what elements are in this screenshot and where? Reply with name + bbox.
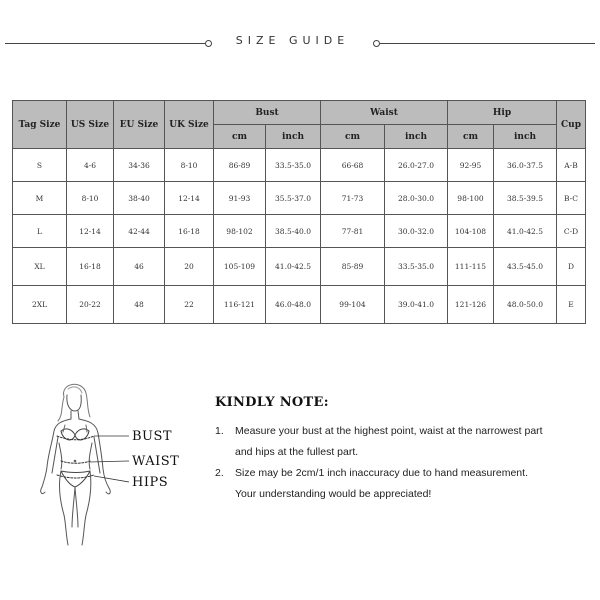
note-item-2-text: Size may be 2cm/1 inch inaccuracy due to hand measurement. bbox=[235, 467, 528, 479]
cell-hip-inch: 43.5-45.0 bbox=[494, 248, 557, 286]
table-row bbox=[13, 286, 586, 324]
cell-tag-size: 2XL bbox=[13, 286, 67, 324]
cell-tag-size: M bbox=[13, 182, 67, 215]
cell-us-size: 20-22 bbox=[67, 286, 114, 324]
cell-tag-size: L bbox=[13, 215, 67, 248]
header-dot-left bbox=[205, 40, 212, 47]
header-waist-cm: cm bbox=[321, 125, 385, 149]
cell-us-size: 12-14 bbox=[67, 215, 114, 248]
cell-waist-cm: 66-68 bbox=[321, 149, 385, 182]
header-us-size: US Size bbox=[67, 101, 114, 149]
hips-pointer-line bbox=[94, 476, 129, 482]
table-row bbox=[13, 182, 586, 215]
cell-waist-cm: 71-73 bbox=[321, 182, 385, 215]
bust-label: BUST bbox=[132, 429, 173, 444]
cell-waist-cm: 85-89 bbox=[321, 248, 385, 286]
note-item-2-number: 2. bbox=[215, 467, 224, 479]
cell-waist-inch: 28.0-30.0 bbox=[385, 182, 448, 215]
cell-cup: C-D bbox=[557, 215, 586, 248]
cell-bust-inch: 46.0-48.0 bbox=[266, 286, 321, 324]
cell-cup: E bbox=[557, 286, 586, 324]
cell-bust-cm: 105-109 bbox=[214, 248, 266, 286]
header-cup: Cup bbox=[557, 101, 586, 149]
note-item-1-continued: and hips at the fullest part. bbox=[235, 446, 359, 458]
cell-us-size: 16-18 bbox=[67, 248, 114, 286]
size-guide-header bbox=[0, 30, 600, 56]
cell-hip-cm: 111-115 bbox=[448, 248, 494, 286]
header-hip-inch: inch bbox=[494, 125, 557, 149]
cell-bust-inch: 33.5-35.0 bbox=[266, 149, 321, 182]
cell-hip-inch: 36.0-37.5 bbox=[494, 149, 557, 182]
header-waist: Waist bbox=[321, 101, 448, 125]
note-item-1-text: Measure your bust at the highest point, waist at the narrowest part bbox=[235, 425, 543, 437]
cell-bust-inch: 35.5-37.0 bbox=[266, 182, 321, 215]
table-row bbox=[13, 215, 586, 248]
note-item-2 bbox=[215, 463, 590, 484]
cell-hip-cm: 104-108 bbox=[448, 215, 494, 248]
waist-label: WAIST bbox=[132, 454, 180, 469]
cell-uk-size: 16-18 bbox=[165, 215, 214, 248]
cell-waist-inch: 30.0-32.0 bbox=[385, 215, 448, 248]
cell-eu-size: 42-44 bbox=[114, 215, 165, 248]
cell-hip-inch: 48.0-50.0 bbox=[494, 286, 557, 324]
page-title: SIZE GUIDE bbox=[235, 34, 350, 47]
table-row bbox=[13, 248, 586, 286]
header-eu-size: EU Size bbox=[114, 101, 165, 149]
cell-cup: B-C bbox=[557, 182, 586, 215]
label-pointer-lines bbox=[30, 375, 200, 550]
cell-hip-inch: 38.5-39.5 bbox=[494, 182, 557, 215]
header-uk-size: UK Size bbox=[165, 101, 214, 149]
cell-uk-size: 8-10 bbox=[165, 149, 214, 182]
hips-label: HIPS bbox=[132, 475, 169, 490]
cell-eu-size: 48 bbox=[114, 286, 165, 324]
header-waist-inch: inch bbox=[385, 125, 448, 149]
cell-hip-cm: 98-100 bbox=[448, 182, 494, 215]
cell-uk-size: 22 bbox=[165, 286, 214, 324]
cell-cup: A-B bbox=[557, 149, 586, 182]
note-heading: KINDLY NOTE: bbox=[215, 395, 329, 410]
header-hip: Hip bbox=[448, 101, 557, 125]
waist-pointer-line bbox=[90, 461, 129, 462]
cell-uk-size: 12-14 bbox=[165, 182, 214, 215]
cell-bust-cm: 86-89 bbox=[214, 149, 266, 182]
cell-bust-cm: 98-102 bbox=[214, 215, 266, 248]
note-item-2-continued: Your understanding would be appreciated! bbox=[235, 488, 432, 500]
cell-hip-cm: 92-95 bbox=[448, 149, 494, 182]
cell-waist-cm: 77-81 bbox=[321, 215, 385, 248]
cell-hip-inch: 41.0-42.5 bbox=[494, 215, 557, 248]
cell-eu-size: 38-40 bbox=[114, 182, 165, 215]
cell-hip-cm: 121-126 bbox=[448, 286, 494, 324]
cell-us-size: 8-10 bbox=[67, 182, 114, 215]
cell-tag-size: XL bbox=[13, 248, 67, 286]
cell-bust-cm: 116-121 bbox=[214, 286, 266, 324]
cell-eu-size: 34-36 bbox=[114, 149, 165, 182]
cell-bust-inch: 38.5-40.0 bbox=[266, 215, 321, 248]
header-rule-right bbox=[380, 43, 595, 44]
header-bust-inch: inch bbox=[266, 125, 321, 149]
note-item-1-number: 1. bbox=[215, 425, 224, 437]
body-measurement-figure bbox=[30, 375, 200, 550]
note-item-1 bbox=[215, 421, 590, 442]
cell-waist-inch: 39.0-41.0 bbox=[385, 286, 448, 324]
header-bust-cm: cm bbox=[214, 125, 266, 149]
cell-us-size: 4-6 bbox=[67, 149, 114, 182]
cell-eu-size: 46 bbox=[114, 248, 165, 286]
cell-tag-size: S bbox=[13, 149, 67, 182]
header-bust: Bust bbox=[214, 101, 321, 125]
cell-bust-inch: 41.0-42.5 bbox=[266, 248, 321, 286]
cell-uk-size: 20 bbox=[165, 248, 214, 286]
cell-waist-inch: 26.0-27.0 bbox=[385, 149, 448, 182]
size-table bbox=[12, 100, 586, 324]
kindly-note bbox=[215, 395, 590, 505]
header-hip-cm: cm bbox=[448, 125, 494, 149]
cell-bust-cm: 91-93 bbox=[214, 182, 266, 215]
cell-waist-cm: 99-104 bbox=[321, 286, 385, 324]
header-dot-right bbox=[373, 40, 380, 47]
cell-waist-inch: 33.5-35.0 bbox=[385, 248, 448, 286]
header-tag-size: Tag Size bbox=[13, 101, 67, 149]
cell-cup: D bbox=[557, 248, 586, 286]
table-row bbox=[13, 149, 586, 182]
header-rule-left bbox=[5, 43, 205, 44]
